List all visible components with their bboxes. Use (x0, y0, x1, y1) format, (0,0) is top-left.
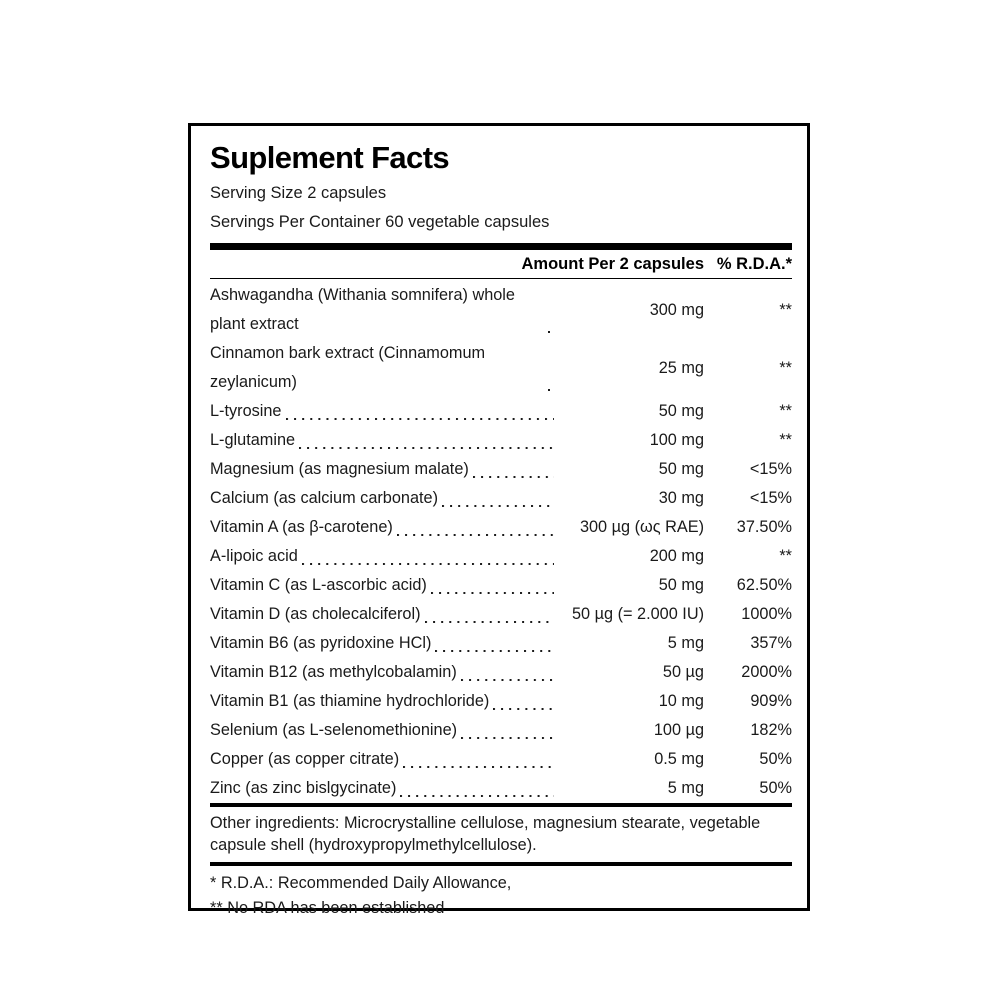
ingredient-row (210, 658, 792, 687)
ingredient-name: L-glutamine (210, 431, 296, 450)
leader-dots (286, 418, 555, 420)
ingredient-row (210, 513, 792, 542)
leader-dots (461, 737, 554, 739)
ingredient-rda: ** (779, 301, 792, 320)
ingredient-name-cell (210, 281, 558, 339)
ingredient-amount: 5 mg (667, 779, 704, 798)
ingredient-amount: 50 mg (658, 460, 704, 479)
ingredient-row (210, 745, 792, 774)
leader-dots (493, 708, 554, 710)
leader-dots (403, 766, 554, 768)
ingredient-rda: <15% (749, 460, 792, 479)
supplement-facts-content (210, 140, 792, 918)
ingredient-name: Zinc (as zinc bislgycinate) (210, 779, 397, 798)
ingredient-list (210, 279, 792, 803)
ingredient-amount: 50 µg (= 2.000 IU) (571, 605, 704, 624)
ingredient-name: Calcium (as calcium carbonate) (210, 489, 439, 508)
ingredient-name-cell (210, 484, 558, 513)
ingredient-name: Copper (as copper citrate) (210, 750, 400, 769)
column-header-amount: Amount Per 2 capsules (521, 254, 704, 273)
ingredient-amount: 25 mg (658, 359, 704, 378)
ingredient-name-cell (210, 745, 558, 774)
ingredient-name: Vitamin C (as L-ascorbic acid) (210, 576, 427, 595)
ingredient-row (210, 629, 792, 658)
ingredient-row (210, 571, 792, 600)
ingredient-name: Vitamin D (as cholecalciferol) (210, 605, 421, 624)
ingredient-rda: 50% (759, 750, 792, 769)
ingredient-name: Ashwagandha (Withania somnifera) whole plant extract (210, 286, 520, 334)
servings-per-container-line: Servings Per Container 60 vegetable capsules (210, 213, 550, 232)
ingredient-amount: 5 mg (667, 634, 704, 653)
ingredient-amount: 30 mg (658, 489, 704, 508)
ingredient-rda: <15% (749, 489, 792, 508)
serving-size-line: Serving Size 2 capsules (210, 183, 387, 202)
ingredient-row (210, 687, 792, 716)
ingredient-name: Cinnamon bark extract (Cinnamomum zeylanicum) (210, 344, 490, 392)
ingredient-amount: 50 mg (658, 402, 704, 421)
ingredient-rda: 62.50% (736, 576, 792, 595)
ingredient-rda: 37.50% (736, 518, 792, 537)
ingredient-name: Vitamin B6 (as pyridoxine HCl) (210, 634, 432, 653)
leader-dots (425, 621, 554, 623)
ingredient-rda: 1000% (741, 605, 792, 624)
ingredient-rda: ** (779, 359, 792, 378)
ingredient-name-cell (210, 774, 558, 803)
ingredient-rda: 357% (750, 634, 792, 653)
ingredient-row (210, 716, 792, 745)
footnote-rda-definition: * R.D.A.: Recommended Daily Allowance, (210, 874, 512, 893)
other-ingredients-text: Other ingredients: Microcrystalline cellulose, magnesium stearate, vegetable capsule shell (hydroxypropylmethylcellulose). (210, 814, 761, 855)
ingredient-name-cell (210, 687, 558, 716)
ingredient-rda: ** (779, 547, 792, 566)
supplement-facts-panel (188, 123, 810, 918)
leader-dots (548, 331, 554, 333)
ingredient-amount: 50 mg (658, 576, 704, 595)
leader-dots (548, 389, 554, 391)
ingredient-amount: 10 mg (658, 692, 704, 711)
ingredient-name-cell (210, 455, 558, 484)
ingredient-name-cell (210, 716, 558, 745)
ingredient-row (210, 600, 792, 629)
ingredient-row (210, 774, 792, 803)
ingredient-name-cell (210, 397, 558, 426)
leader-dots (442, 505, 554, 507)
ingredient-rda: 50% (759, 779, 792, 798)
ingredient-row (210, 542, 792, 571)
leader-dots (461, 679, 554, 681)
ingredient-amount: 50 µg (662, 663, 704, 682)
ingredient-name: Selenium (as L-selenomethionine) (210, 721, 458, 740)
ingredient-row (210, 281, 792, 339)
leader-dots (435, 650, 554, 652)
leader-dots (299, 447, 554, 449)
ingredient-amount: 100 µg (653, 721, 704, 740)
ingredient-amount: 0.5 mg (654, 750, 704, 769)
ingredient-name: Vitamin B12 (as methylcobalamin) (210, 663, 457, 682)
leader-dots (431, 592, 554, 594)
ingredient-name-cell (210, 339, 558, 397)
ingredient-rda: 2000% (741, 663, 792, 682)
page-title: Suplement Facts (210, 140, 450, 175)
ingredient-name-cell (210, 513, 558, 542)
ingredient-row (210, 455, 792, 484)
ingredient-rda: ** (779, 402, 792, 421)
ingredient-name: Vitamin B1 (as thiamine hydrochloride) (210, 692, 490, 711)
footnote-no-rda: ** No RDA has been established (210, 899, 445, 918)
ingredient-name-cell (210, 629, 558, 658)
ingredient-amount: 300 µg (ως RAE) (579, 518, 704, 537)
ingredient-row (210, 339, 792, 397)
ingredient-amount: 200 mg (649, 547, 704, 566)
ingredient-amount: 100 mg (649, 431, 704, 450)
ingredient-rda: 182% (750, 721, 792, 740)
column-header-rda: % R.D.A.* (716, 254, 792, 273)
ingredient-row (210, 397, 792, 426)
ingredient-row (210, 484, 792, 513)
ingredient-name-cell (210, 542, 558, 571)
leader-dots (397, 534, 554, 536)
ingredient-rda: 909% (750, 692, 792, 711)
ingredient-name-cell (210, 571, 558, 600)
ingredient-name: Magnesium (as magnesium malate) (210, 460, 469, 479)
ingredient-row (210, 426, 792, 455)
ingredient-rda: ** (779, 431, 792, 450)
footnotes (210, 866, 792, 921)
leader-dots (302, 563, 554, 565)
leader-dots (473, 476, 554, 478)
ingredient-name-cell (210, 426, 558, 455)
ingredient-name: L-tyrosine (210, 402, 282, 421)
ingredient-name: A-lipoic acid (210, 547, 298, 566)
ingredient-amount: 300 mg (649, 301, 704, 320)
rule-below-serving-info (210, 243, 792, 250)
ingredient-name-cell (210, 658, 558, 687)
ingredient-name-cell (210, 600, 558, 629)
column-header-row (210, 250, 792, 278)
leader-dots (400, 795, 554, 797)
ingredient-name: Vitamin A (as β-carotene) (210, 518, 393, 537)
